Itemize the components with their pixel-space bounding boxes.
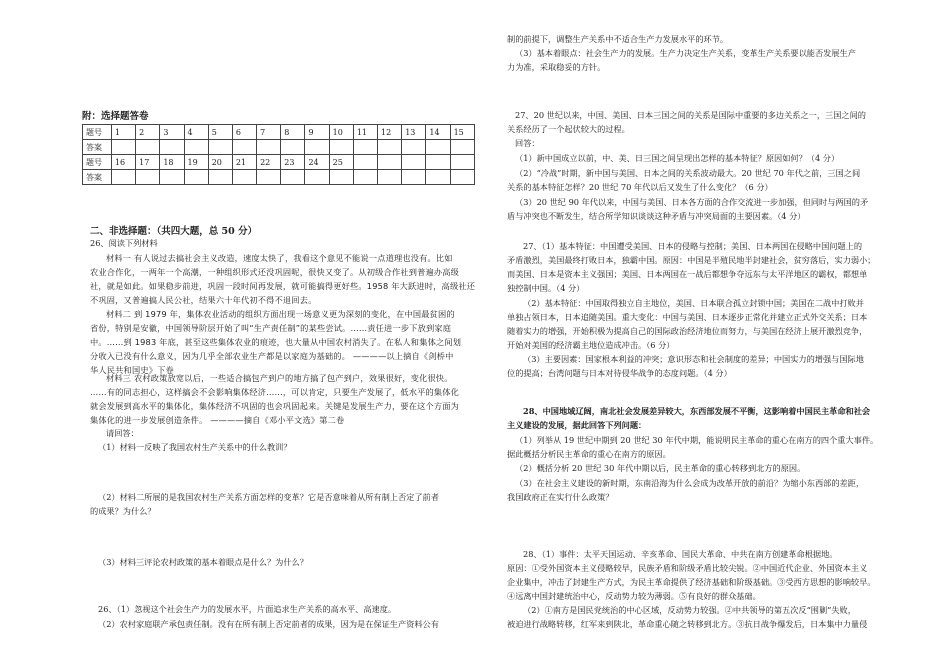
number-cell: 15	[450, 125, 474, 140]
number-cell	[450, 155, 474, 170]
number-cell: 3	[160, 125, 184, 140]
number-cell: 25	[329, 155, 353, 170]
answer-cell[interactable]	[184, 170, 208, 185]
number-cell: 23	[281, 155, 305, 170]
text-line: ……有的同志担心，这样搞会不会影响集体经济……，可以肯定，只要生产发展了，低水平的集体化	[90, 387, 460, 397]
number-cell: 10	[329, 125, 353, 140]
answer-27-3	[507, 352, 897, 380]
answer-cell[interactable]	[305, 140, 329, 155]
answer-cell[interactable]	[426, 140, 450, 155]
text-line: 原因：①受外国资本主义侵略较早，民族矛盾和阶级矛盾比较尖锐。②中国近代企业、外国资本主义	[507, 563, 868, 573]
question-2: （2）材料二所展的是我国农村生产关系方面怎样的变革？它是否意味着从所有制上否定了前者	[98, 492, 439, 502]
answer-27-1	[507, 239, 897, 295]
table-row	[83, 125, 475, 140]
text-line: （2）①南方是国民党统治的中心区域，反动势力较强。②中共领导的第五次反“围剿”失败，	[523, 605, 856, 615]
table-row	[83, 170, 475, 185]
number-cell: 16	[111, 155, 135, 170]
answer-cell[interactable]	[111, 170, 135, 185]
number-cell: 12	[378, 125, 402, 140]
question-1: （1）材料一反映了我国农村生产关系中的什么教训？	[98, 442, 292, 452]
answer-sheet-table	[82, 124, 475, 185]
question-28-heading	[507, 404, 897, 432]
text-line: 不巩固，又普遍搞人民公社，结果六十年代初不得不退回去。	[90, 295, 317, 305]
question-27-3: （3）20 世纪 90 年代以来，中国与美国、日本各方面的合作交流进一步加强，但同时与两国的矛	[515, 197, 869, 207]
text-line: 省份，特别是安徽，中国领导阶层开始了叫“生产责任制”的某些尝试。……责任进一步下放到家庭	[90, 323, 452, 333]
answer-cell[interactable]	[353, 170, 377, 185]
text-line: 单独占领日本，日本追随美国。重大变化：中国与美国、日本逐步正常化并建立正式外交关系；日本	[507, 312, 868, 322]
answer-cell[interactable]	[281, 170, 305, 185]
answer-cell[interactable]	[232, 170, 256, 185]
answer-cell[interactable]	[353, 140, 377, 155]
material-one	[90, 251, 480, 307]
number-cell: 1	[111, 125, 135, 140]
text-line: 27、（1）基本特征：中国遭受美国、日本的侵略与控制；美国、日本两国在侵略中国问题上的	[523, 241, 863, 251]
answer-cell[interactable]	[281, 140, 305, 155]
question-27-1: （1）新中国成立以前，中、美、日三国之间呈现出怎样的基本特征？原因如何？（4 分）	[515, 153, 840, 163]
answer-cell[interactable]	[208, 170, 232, 185]
text-line: 开始对美国的经济霸主地位造成冲击。（6 分）	[507, 340, 675, 350]
text-line: 材料三 农村政策放宽以后，一些适合搞包产到户的地方搞了包产到户，效果很好，变化很快。	[106, 373, 453, 383]
material-two	[90, 307, 480, 377]
row-label: 题号	[83, 125, 112, 140]
text-line: 农业合作化，一两年一个高潮，一种组织形式还没巩固呢，很快又变了。从初级合作社到普遍办高级	[90, 267, 460, 277]
answer-cell[interactable]	[136, 140, 160, 155]
answer-28	[507, 547, 897, 631]
answer-cell[interactable]	[378, 170, 402, 185]
question-27: 27、20 世纪以来，中国、美国、日本三国之间的关系是国际中重要的多边关系之一，三国之间的	[515, 110, 866, 120]
material-three	[90, 371, 480, 427]
number-cell: 20	[208, 155, 232, 170]
answer-cell[interactable]	[257, 170, 281, 185]
question-27-3-cont: 盾与冲突也不断发生，结合所学知识谈谈这种矛盾与冲突局面的主要因素。（4 分）	[507, 211, 806, 221]
number-cell: 8	[281, 125, 305, 140]
answer-cell[interactable]	[378, 140, 402, 155]
number-cell: 24	[305, 155, 329, 170]
number-cell: 13	[402, 125, 426, 140]
text-line: 28、中国地域辽阔，南北社会发展差异较大，东西部发展不平衡，这影响着中国民主革命和社会	[523, 406, 871, 416]
text-line: 位的提高；台湾问题与日本对待侵华战争的态度问题。（4 分）	[507, 368, 732, 378]
text-line: 随着实力的增强，开始积极为提高自己的国际政治经济地位而努力，与美国在经济上展开激烈竞争，	[507, 326, 868, 336]
text-line: 企业集中，冲击了封建生产方式，为民主革命提供了经济基础和阶级基础。③受西方思想的影响较早。	[507, 577, 876, 587]
text-line: 分收入已没有什么意义，因为几乎全部农业生产都是以家庭为基础的。 ————以上摘自《剑桥中	[90, 351, 454, 361]
answer-26-2: （2）农村家庭联产承包责任制。没有在所有制上否定前者的成果，因为是在保证生产资料公有	[98, 619, 439, 629]
continued-text: 制的前提下，调整生产关系中不适合生产力发展水平的环节。	[507, 34, 729, 44]
text-line: 主义建设的发展，据此回答下列问题：	[507, 420, 647, 430]
number-cell: 4	[184, 125, 208, 140]
question-28-2: （2）概括分析 20 世纪 30 年代中期以后，民主革命的重心转移到北方的原因。	[515, 463, 806, 473]
number-cell	[353, 155, 377, 170]
number-cell: 2	[136, 125, 160, 140]
text-line: 中。……到 1983 年底，甚至这些集体农业的痕迹，也大量从中国农村消失了。在私人和集体之间划	[90, 337, 462, 347]
text-line: 就会发展到高水平的集体化，集体经济不巩固的也会巩固起来。关键是发展生产力，要在这个方面为	[90, 401, 460, 411]
question-27-cont: 关系经历了一个起伏较大的过程。	[507, 124, 630, 134]
answer-26-1: 26、（1）忽视这个社会生产力的发展水平，片面追求生产关系的高水平、高速度。	[98, 604, 397, 614]
ask-label: 回答：	[515, 138, 540, 148]
number-cell: 17	[136, 155, 160, 170]
answer-cell[interactable]	[402, 140, 426, 155]
row-label: 答案	[83, 140, 112, 155]
question-27-2: （2）“冷战”时期，新中国与美国、日本之间的关系波动最大。20 世纪 70 年代之前，三国之间	[515, 168, 861, 178]
text-line: 而美国、日本是资本主义强国；美国、日本两国在一战后都想争夺远东与太平洋地区的霸权，都想单	[507, 269, 868, 279]
answer-cell[interactable]	[232, 140, 256, 155]
question-28-3: （3）在社会主义建设的新时期，东南沿海为什么会成为改革开放的前沿？为缩小东西部的差距，	[515, 478, 865, 488]
answer-27-2	[507, 296, 897, 352]
answer-cell[interactable]	[329, 170, 353, 185]
text-line: 材料二 到 1979 年，集体农业活动的组织方面出现一场意义更为深刻的变化，在中国最贫困的	[106, 309, 455, 319]
text-line: 独控制中国。（4 分）	[507, 283, 585, 293]
question-27-2-cont: 关系的基本特征怎样？20 世纪 70 年代以后又发生了什么变化？（6 分）	[507, 182, 773, 192]
answer-cell[interactable]	[160, 140, 184, 155]
number-cell	[378, 155, 402, 170]
answer-cell[interactable]	[329, 140, 353, 155]
number-cell: 9	[305, 125, 329, 140]
row-label: 答案	[83, 170, 112, 185]
question-28-1: （1）列举从 19 世纪中期到 20 世纪 30 年代中期，能说明民主革命的重心在南方的四个重大事件。	[515, 435, 879, 445]
answer-cell[interactable]	[136, 170, 160, 185]
number-cell: 5	[208, 125, 232, 140]
answer-cell[interactable]	[402, 170, 426, 185]
number-cell: 21	[232, 155, 256, 170]
row-label: 题号	[83, 155, 112, 170]
appendix-title: 附：选择题答卷	[82, 111, 149, 122]
number-cell	[426, 155, 450, 170]
answer-cell[interactable]	[450, 140, 474, 155]
text-line: 集体化的进一步发展创造条件。 ————摘自《邓小平文选》第二卷	[90, 415, 345, 425]
number-cell: 19	[184, 155, 208, 170]
answer-cell[interactable]	[184, 140, 208, 155]
question-3: （3）材料三评论农村政策的基本着眼点是什么？为什么？	[98, 557, 308, 567]
number-cell	[402, 155, 426, 170]
text-line: （2）基本特征：中国取得独立自主地位，美国、日本联合孤立封锁中国；美国在二战中打败并	[523, 298, 864, 308]
text-line: 被迫进行战略转移，红军来到陕北，革命重心随之转移到北方。③抗日战争爆发后，日本集中力量侵	[507, 619, 868, 629]
text-line: 华人民共和国史》下卷	[90, 365, 174, 375]
number-cell: 11	[353, 125, 377, 140]
number-cell: 6	[232, 125, 256, 140]
answer-cell[interactable]	[257, 140, 281, 155]
text-line: 28、（1）事件：太平天国运动、辛亥革命、国民大革命、中共在南方创建革命根据地。	[523, 549, 838, 559]
section-heading: 二、非选择题：（共四大题，总 50 分）	[90, 226, 258, 237]
answer-cell[interactable]	[160, 170, 184, 185]
text-line: 矛盾激烈，美国最终打败日本，独霸中国。原因：中国是半殖民地半封建社会，贫穷落后，实力弱小；	[507, 255, 876, 265]
answer-cell[interactable]	[305, 170, 329, 185]
text-line: 材料一 有人说过去搞社会主义改造，速度太快了，我看这个意见不能说一点道理也没有。比如	[106, 253, 453, 263]
text-line: 社，就是如此。如果稳步前进，巩固一段时间再发展，就可能搞得更好些。1958 年大跃进时，高级社还	[90, 281, 476, 291]
answer-cell[interactable]	[426, 170, 450, 185]
answer-cell[interactable]	[111, 140, 135, 155]
answer-cell[interactable]	[450, 170, 474, 185]
answer-cell[interactable]	[208, 140, 232, 155]
question-28-3-cont: 我国政府正在实行什么政策？	[507, 492, 614, 502]
text-line: （3）主要因素：国家根本利益的冲突；意识形态和社会制度的差异；中国实力的增强与国际地	[523, 354, 864, 364]
number-cell: 7	[257, 125, 281, 140]
question-28-1-cont: 据此概括分析民主革命的重心在南方的原因。	[507, 449, 671, 459]
text-line: ④远离中国封建统治中心，反动势力较为薄弱。⑤有良好的群众基础。	[507, 591, 761, 601]
table-row	[83, 155, 475, 170]
continued-text: 力为准，采取稳妥的方针。	[507, 62, 606, 72]
ask-label: 请回答：	[106, 428, 139, 438]
number-cell: 22	[257, 155, 281, 170]
question-2-cont: 的成果？为什么？	[90, 506, 156, 516]
number-cell: 14	[426, 125, 450, 140]
number-cell: 18	[160, 155, 184, 170]
q26-intro: 26、阅读下列材料	[90, 238, 158, 248]
continued-text: （3）基本着眼点：社会生产力的发展。生产力决定生产关系，变革生产关系要以能否发展生产	[515, 48, 856, 58]
table-row	[83, 140, 475, 155]
